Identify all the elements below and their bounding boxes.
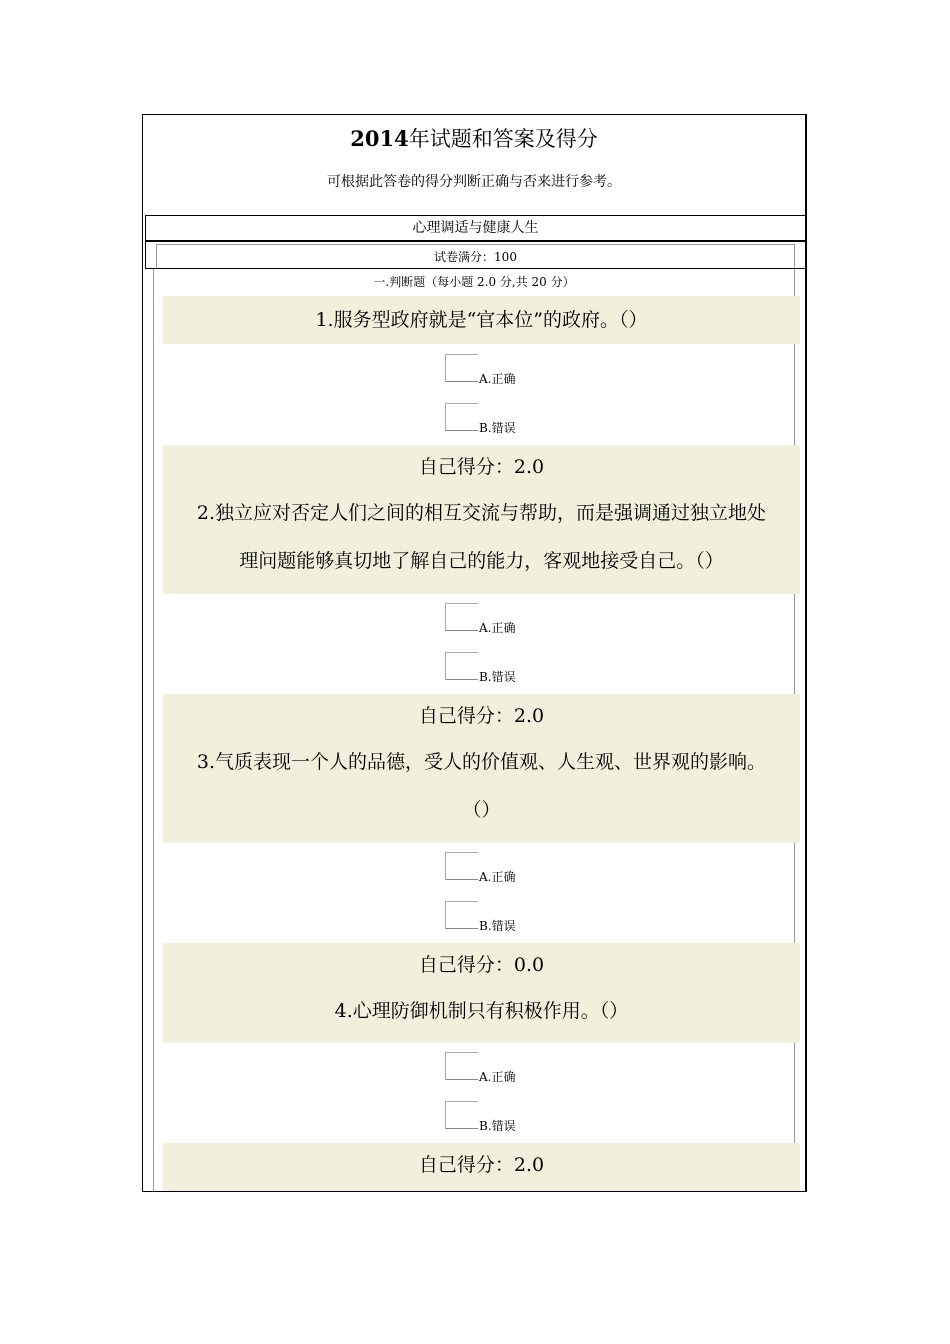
q3-option-a-checkbox[interactable]: [445, 852, 478, 880]
question-3-text-line2: （）: [462, 799, 501, 821]
question-3-text-line1: 3.气质表现一个人的品德，受人的价值观、人生观、世界观的影响。: [196, 751, 767, 773]
section-title: 一.判断题（每小题 2.0 分,共 20 分）: [373, 275, 575, 289]
q2-option-a-checkbox[interactable]: [445, 603, 478, 631]
question-1-score: 自己得分：2.0: [418, 456, 545, 478]
q1-option-b-checkbox[interactable]: [445, 403, 478, 431]
question-4-text: 4.心理防御机制只有积极作用。（）: [334, 1000, 629, 1022]
question-2-text-line2: 理问题能够真切地了解自己的能力，客观地接受自己。（）: [239, 550, 724, 572]
exam-sheet: [142, 114, 807, 1192]
q3-option-a-label: A.正确: [479, 870, 516, 884]
q4-option-a-label: A.正确: [479, 1070, 516, 1084]
question-4-score: 自己得分：2.0: [418, 1154, 545, 1176]
q1-option-b-label: B.错误: [479, 421, 516, 435]
question-2: [163, 445, 800, 594]
q4-option-a-checkbox[interactable]: [445, 1052, 478, 1080]
full-score: 试卷满分：100: [156, 244, 795, 268]
q3-option-b-label: B.错误: [479, 919, 516, 933]
q2-option-b-label: B.错误: [479, 670, 516, 684]
question-4-score-band: [163, 1143, 800, 1191]
question-1: [163, 296, 800, 344]
title-text: 年试题和答案及得分: [408, 127, 598, 151]
question-1-text: 1.服务型政府就是“官本位”的政府。（）: [315, 309, 648, 331]
course-name: 心理调适与健康人生: [145, 215, 806, 241]
question-3: [163, 694, 800, 843]
page-title: [143, 123, 805, 153]
question-2-score: 自己得分：2.0: [418, 705, 545, 727]
q4-option-b-label: B.错误: [479, 1119, 516, 1133]
q2-option-a-label: A.正确: [479, 621, 516, 635]
question-3-score: 自己得分：0.0: [418, 954, 545, 976]
q1-option-a-label: A.正确: [479, 372, 516, 386]
full-score-row: [145, 241, 806, 269]
question-2-text-line1: 2.独立应对否定人们之间的相互交流与帮助，而是强调通过独立地处: [196, 502, 767, 524]
question-4: [163, 943, 800, 1043]
q3-option-b-checkbox[interactable]: [445, 901, 478, 929]
q2-option-b-checkbox[interactable]: [445, 652, 478, 680]
title-year: 2014: [350, 126, 409, 151]
q1-option-a-checkbox[interactable]: [445, 354, 478, 382]
page-subtitle: 可根据此答卷的得分判断正确与否来进行参考。: [327, 174, 621, 190]
q4-option-b-checkbox[interactable]: [445, 1101, 478, 1129]
